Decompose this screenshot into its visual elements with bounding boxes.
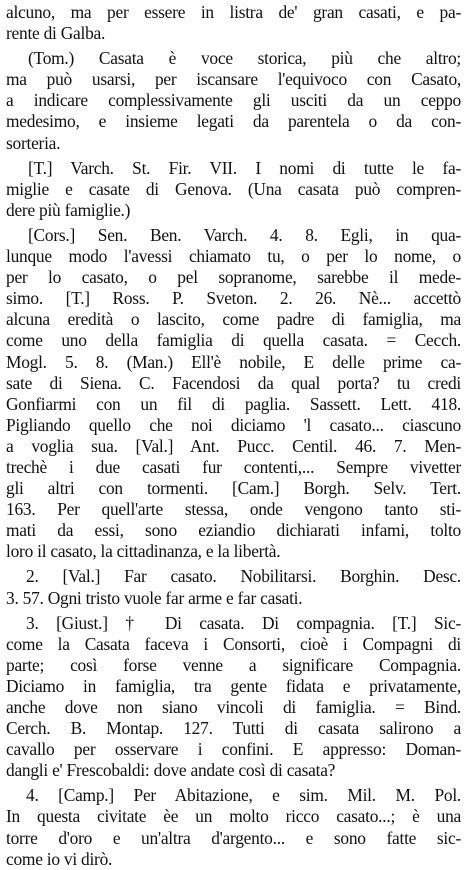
paragraph-varch (6, 158, 461, 221)
text-line: [T.] Varch. St. Fir. VII. I nomi di tutte le fa- (28, 157, 461, 178)
sense-2-far-casato (6, 566, 461, 608)
text-line: 163. Per quell'arte stessa, onde vengono tanto sti- (6, 499, 461, 520)
text-line: a indicare complessivamente gli usciti da un ceppo (6, 90, 461, 111)
text-line: come io vi dirò. (6, 848, 113, 869)
text-line: gli altri con tormenti. [Cam.] Borgh. Selv. Tert. (6, 478, 461, 499)
text-line: 3. [Giust.] † Di casata. Di compagnia. [T.] Sic- (26, 612, 461, 633)
text-line: In questa civitate èe un molto ricco casato...; è una (6, 806, 461, 827)
text-line: Mogl. 5. 8. (Man.) Ell'è nobile, E delle prime ca- (6, 351, 461, 372)
paragraph-tom-note (6, 48, 461, 153)
text-line: mati da essi, sono eziandio dichiarati infami, tolto (6, 520, 461, 541)
paragraph-citations (6, 225, 461, 563)
text-line: Pigliando quello che noi diciamo 'l casato... ciascuno (6, 414, 461, 435)
text-line: anche dove non siano vincoli di famiglia. = Bind. (6, 697, 461, 717)
text-line: (Tom.) Casata è voce storica, più che altro; (28, 48, 461, 69)
text-line: medesimo, e insieme legati da parentela o da con- (6, 111, 461, 132)
text-line: miglie e casate di Genova. (Una casata può compren- (6, 178, 461, 199)
text-line: 4. [Camp.] Per Abitazione, e sim. Mil. M. Pol. (26, 785, 461, 806)
text-line: come la Casata faceva i Consorti, cioè i Compagni di (6, 633, 461, 654)
text-line: 2. [Val.] Far casato. Nobilitarsi. Borghin. Desc. (26, 566, 461, 587)
text-line: torre d'oro e un'altra d'argento... e sono fatte sic- (6, 827, 461, 848)
sense-4-abitazione (6, 785, 461, 869)
text-line: parte; così forse venne a significare Compagnia. (6, 654, 461, 675)
text-line: trechè i due casati fur contenti,... Sempre vivetter (6, 456, 461, 477)
paragraph-continuation (6, 2, 461, 44)
text-line: 3. 57. Ogni tristo vuole far arme e far casati. (6, 587, 303, 608)
text-line: dere più famiglie.) (6, 199, 131, 220)
text-line: Diciamo in famiglia, tra gente fidata e privatamente, (6, 675, 461, 696)
text-line: Cerch. B. Montap. 127. Tutti di casata salirono a (6, 718, 461, 739)
text-line: alcuno, ma per essere in listra de' gran casati, e pa- (6, 2, 461, 22)
text-line: alcuna eredità o lascito, come padre di famiglia, ma (6, 309, 461, 330)
text-line: [Cors.] Sen. Ben. Varch. 4. 8. Egli, in qua- (28, 224, 461, 245)
text-line: Gonfiarmi con un fil di paglia. Sassett. Lett. 418. (6, 393, 461, 414)
text-line: rente di Galba. (6, 23, 106, 44)
text-line: sorteria. (6, 132, 61, 153)
text-line: lunque modo l'avessi chiamato tu, o per lo nome, o (6, 246, 461, 267)
text-line: per lo casato, o pel sopranome, sarebbe il mede- (6, 267, 461, 288)
sense-3-di-casata (6, 613, 461, 782)
text-line: simo. [T.] Ross. P. Sveton. 2. 26. Nè... accettò (6, 288, 461, 309)
text-line: cavallo per osservare i confini. E appresso: Doman- (6, 739, 461, 760)
text-line: loro il casato, la cittadinanza, e la libertà. (6, 541, 281, 562)
text-line: sate di Siena. C. Facendosi da qual porta? tu credi (6, 372, 461, 393)
text-line: dangli e' Frescobaldi: dove andate così di casata? (6, 760, 336, 781)
text-line: come uno della famiglia di quella casata. = Cecch. (6, 330, 461, 351)
text-line: ma può usarsi, per iscansare l'equivoco con Casato, (6, 69, 461, 90)
text-line: a voglia sua. [Val.] Ant. Pucc. Centil. 46. 7. Men- (6, 435, 461, 456)
